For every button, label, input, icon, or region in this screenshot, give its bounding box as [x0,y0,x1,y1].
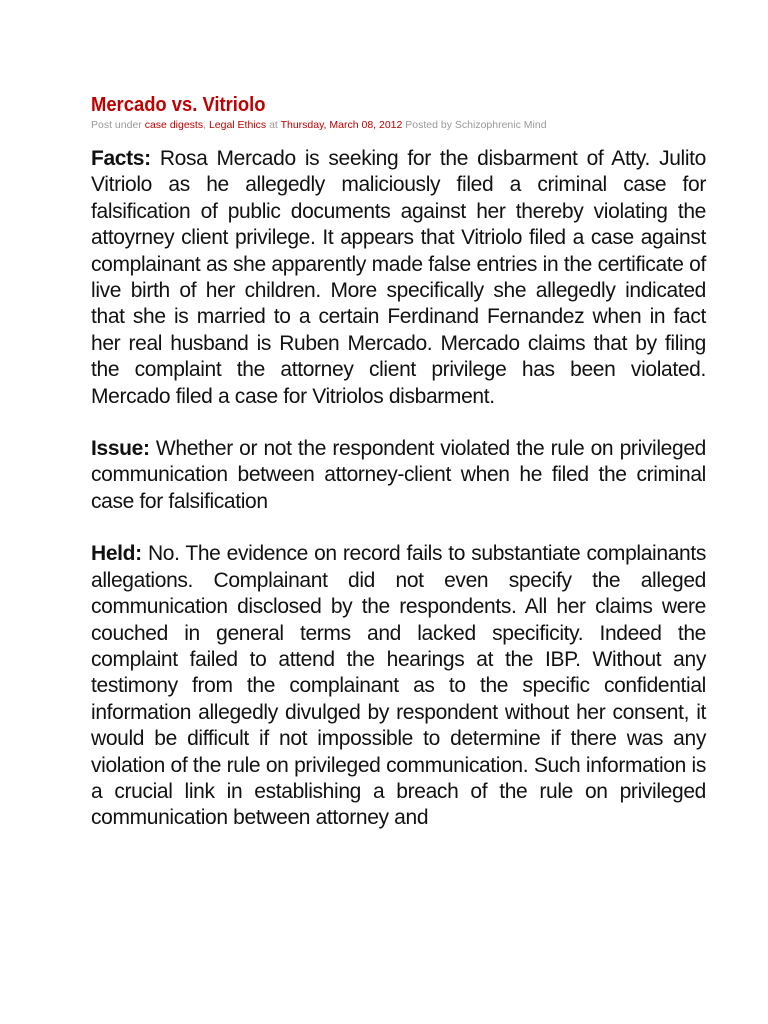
held-paragraph [91,541,706,831]
held-text: No. The evidence on record fails to substantiate complainants allegations. Complainant did not even specify the alleged communication disclosed by the respondents. All her claims were couched in general terms and lacked specificity. Indeed the complaint failed to attend the hearings at the IBP. Without any testimony from the complainant as to the specific confidential information allegedly divulged by respondent without her consent, it would be difficult if not impossible to determine if there was any violation of the rule on privileged communication. Such information is a crucial link in establishing a breach of the rule on privileged communication between attorney and [91,542,706,830]
facts-label: Facts: [91,147,151,170]
held-label: Held: [91,542,142,566]
issue-paragraph [91,436,706,515]
category-link-case-digests[interactable]: case digests [144,119,204,131]
post-meta [91,118,706,132]
facts-paragraph [91,146,706,410]
category-link-legal-ethics[interactable]: Legal Ethics [208,119,267,131]
issue-label: Issue: [91,437,150,461]
meta-at: at [269,119,278,131]
facts-text: Rosa Mercado is seeking for the disbarment of Atty. Julito Vitriolo as he allegedly maliciously filed a criminal case for falsification of public documents against her thereby violating the attoyrney client privilege. It appears that Vitriolo filed a case against complainant as she apparently made false entries in the certificate of live birth of her children. More specifically she allegedly indicated that she is married to a certain Ferdinand Fernandez when in fact her real husband is Ruben Mercado. Mercado claims that by filing the complaint the attorney client privilege has been violated. Mercado filed a case for Vitriolos disbarment. [91,147,706,408]
document-page [91,92,706,858]
post-date-link[interactable]: Thursday, March 08, 2012 [280,119,403,131]
meta-post-under: Post under [91,119,142,131]
post-author: Schizophrenic Mind [454,119,547,131]
meta-separator: , [203,119,207,131]
meta-posted-by: Posted by [405,119,452,131]
issue-text: Whether or not the respondent violated the rule on privileged communication between attorney-client when he filed the criminal case for falsification [91,437,706,513]
post-title[interactable]: Mercado vs. Vitriolo [91,94,266,116]
